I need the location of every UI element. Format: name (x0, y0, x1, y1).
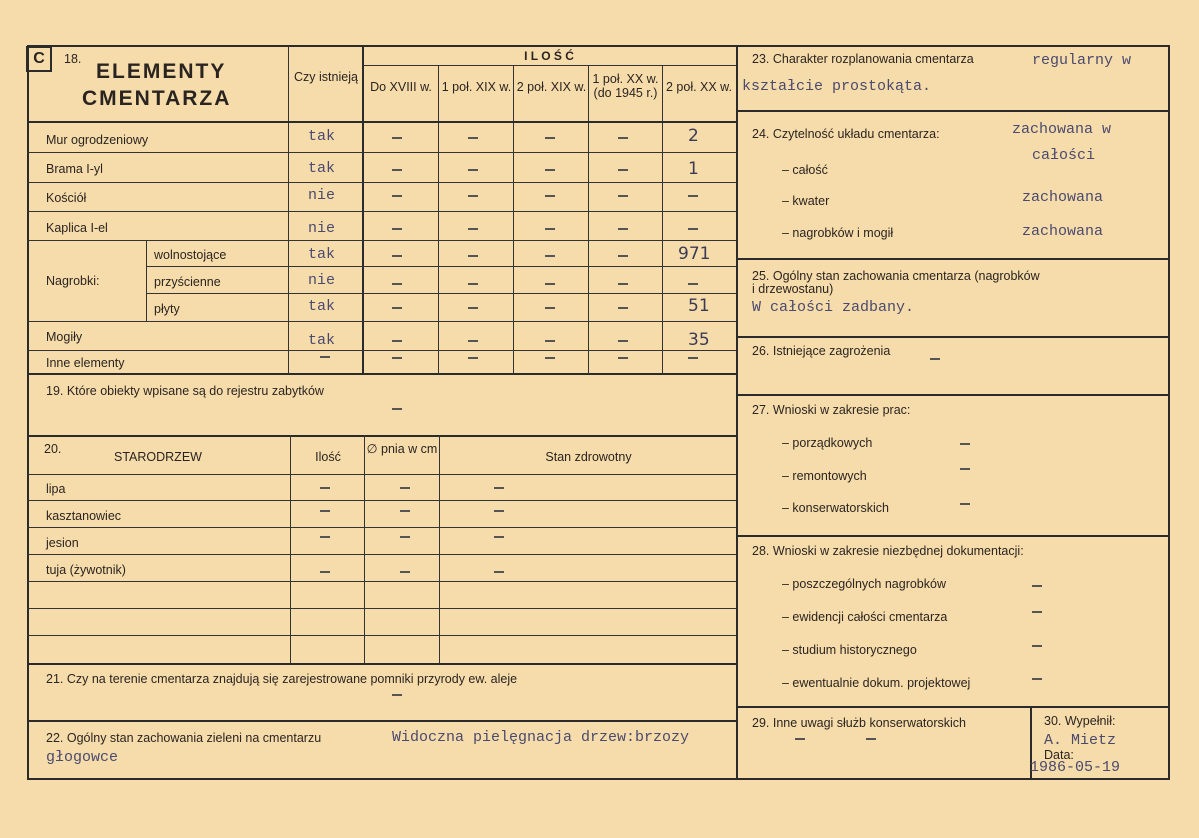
empty-dash (400, 571, 410, 573)
row-plyty-exists: tak (308, 298, 336, 315)
row-plyty-count: 51 (688, 296, 710, 316)
s30-name: A. Mietz (1044, 732, 1117, 749)
row-wolnostojace-exists: tak (308, 246, 336, 263)
empty-dash (545, 255, 555, 257)
s24-item-calosc: – całość (782, 163, 828, 177)
empty-dash (468, 137, 478, 139)
empty-dash (392, 307, 402, 309)
empty-dash (545, 340, 555, 342)
s27-item-remontowych: – remontowych (782, 469, 867, 483)
row-inne-label: Inne elementy (46, 356, 125, 370)
row-mogily-label: Mogiły (46, 330, 83, 344)
s25-label-line2: i drzewostanu) (752, 282, 834, 296)
row-mur-exists: tak (308, 128, 336, 145)
row-wolnostojace-label: wolnostojące (154, 248, 227, 262)
empty-dash (494, 536, 504, 538)
empty-dash (392, 357, 402, 359)
s20-stan-header: Stan zdrowotny (545, 450, 632, 464)
s27-item-porzadkowych: – porządkowych (782, 436, 873, 450)
empty-dash (494, 571, 504, 573)
empty-dash (320, 487, 330, 489)
row-mur-count: 2 (688, 126, 699, 146)
empty-dash (468, 357, 478, 359)
empty-dash (618, 195, 628, 197)
s28-item-3: – studium historycznego (782, 643, 917, 657)
empty-dash (400, 510, 410, 512)
section-c-letter: C (33, 50, 45, 67)
s23-value-line2: kształcie prostokąta. (742, 78, 932, 95)
empty-dash (494, 510, 504, 512)
empty-dash (545, 195, 555, 197)
s24-value2: zachowana (1022, 189, 1104, 206)
form-sheet (27, 45, 1170, 780)
row-mur-label: Mur ogrodzeniowy (46, 133, 149, 147)
empty-dash (320, 510, 330, 512)
empty-dash (392, 255, 402, 257)
s30-date-label: Data: (1044, 748, 1074, 762)
empty-dash (392, 195, 402, 197)
s19-label: 19. Które obiekty wpisane są do rejestru zabytków (46, 384, 324, 398)
s27-label: 27. Wnioski w zakresie prac: (752, 403, 911, 417)
s18-title-line2: CMENTARZA (82, 87, 232, 110)
empty-dash (468, 307, 478, 309)
row-brama-label: Brama I-yl (46, 162, 103, 176)
s29-label: 29. Inne uwagi służb konserwatorskich (752, 716, 967, 730)
empty-dash (400, 487, 410, 489)
tree-jesion: jesion (46, 536, 79, 550)
empty-dash (392, 228, 402, 230)
period-2: 1 poł. XIX w. (441, 80, 512, 94)
row-plyty-label: płyty (154, 302, 180, 316)
row-mogily-count: 35 (688, 330, 710, 350)
empty-dash (618, 340, 628, 342)
s20-ilosc-header: Ilość (315, 450, 341, 464)
s21-label: 21. Czy na terenie cmentarza znajdują się zarejestrowane pomniki przyrody ew. aleje (46, 672, 518, 686)
period-5: 2 poł. XX w. (665, 80, 732, 94)
row-wolnostojace-count: 971 (678, 244, 711, 264)
row-kaplica-exists: nie (308, 220, 336, 237)
s27-item-konserwatorskich: – konserwatorskich (782, 501, 889, 515)
s22-value-line2: głogowce (46, 749, 119, 766)
empty-dash (618, 169, 628, 171)
s24-value3: zachowana (1022, 223, 1104, 240)
empty-dash (392, 169, 402, 171)
empty-dash (618, 228, 628, 230)
empty-dash (468, 169, 478, 171)
tree-kasztanowiec: kasztanowiec (46, 509, 122, 523)
empty-dash (494, 487, 504, 489)
s22-value-line1: Widoczna pielęgnacja drzew:brzozy (392, 729, 690, 746)
s25-label-line1: 25. Ogólny stan zachowania cmentarza (nagrobków (752, 269, 1040, 283)
s28-label: 28. Wnioski w zakresie niezbędnej dokumentacji: (752, 544, 1024, 558)
empty-dash (400, 536, 410, 538)
s24-label: 24. Czytelność układu cmentarza: (752, 127, 940, 141)
empty-dash (468, 340, 478, 342)
row-brama-exists: tak (308, 160, 336, 177)
empty-dash (545, 169, 555, 171)
s18-number: 18. (64, 52, 82, 66)
s24-item-kwater: – kwater (782, 194, 830, 208)
s30-date: 1986-05-19 (1030, 759, 1121, 776)
empty-dash (618, 283, 628, 285)
s23-value-line1: regularny w (1032, 52, 1132, 69)
s24-value1b: całości (1032, 147, 1096, 164)
s28-item-1: – poszczególnych nagrobków (782, 577, 946, 591)
empty-dash (618, 307, 628, 309)
empty-dash (545, 357, 555, 359)
row-nagrobki-label: Nagrobki: (46, 274, 100, 288)
tree-tuja: tuja (żywotnik) (46, 563, 126, 577)
empty-dash (392, 137, 402, 139)
s25-value: W całości zadbany. (752, 299, 915, 316)
s30-label: 30. Wypełnił: (1044, 714, 1116, 728)
s18-title-line1: ELEMENTY (96, 60, 227, 83)
empty-dash (618, 137, 628, 139)
s20-pnia-header: ∅ pnia w cm (366, 442, 438, 456)
empty-dash (545, 137, 555, 139)
s20-title: STARODRZEW (114, 450, 202, 464)
s28-item-2: – ewidencji całości cmentarza (782, 610, 948, 624)
empty-dash (468, 195, 478, 197)
empty-dash (392, 283, 402, 285)
empty-dash (545, 283, 555, 285)
empty-dash (468, 228, 478, 230)
s18-ilosc-header: I L O Ś Ć (524, 49, 574, 63)
row-brama-count: 1 (688, 159, 699, 179)
tree-lipa: lipa (46, 482, 66, 496)
s26-label: 26. Istniejące zagrożenia (752, 344, 891, 358)
empty-dash (320, 571, 330, 573)
s22-label: 22. Ogólny stan zachowania zieleni na cmentarzu (46, 731, 322, 745)
section-c-box (26, 46, 52, 72)
row-mogily-exists: tak (308, 332, 336, 349)
empty-dash (618, 357, 628, 359)
row-przyscienne-label: przyścienne (154, 275, 221, 289)
empty-dash (320, 536, 330, 538)
empty-dash (468, 283, 478, 285)
row-kosciol-label: Kościół (46, 191, 87, 205)
empty-dash (545, 307, 555, 309)
empty-dash (468, 255, 478, 257)
row-kosciol-exists: nie (308, 187, 336, 204)
s24-value1: zachowana w (1012, 121, 1112, 138)
empty-dash (545, 228, 555, 230)
s23-label: 23. Charakter rozplanowania cmentarza (752, 52, 974, 66)
s24-item-nagrobkow: – nagrobków i mogił (782, 226, 894, 240)
period-1: Do XVIII w. (370, 80, 432, 94)
row-kaplica-label: Kaplica I-el (46, 221, 108, 235)
s18-exists-header: Czy istnieją (294, 70, 358, 84)
s28-item-4: – ewentualnie dokum. projektowej (782, 676, 971, 690)
empty-dash (618, 255, 628, 257)
period-3: 2 poł. XIX w. (516, 80, 587, 94)
s20-number: 20. (44, 442, 62, 456)
row-przyscienne-exists: nie (308, 272, 336, 289)
empty-dash (392, 340, 402, 342)
period-4: 1 poł. XX w. (do 1945 r.) (592, 72, 659, 100)
